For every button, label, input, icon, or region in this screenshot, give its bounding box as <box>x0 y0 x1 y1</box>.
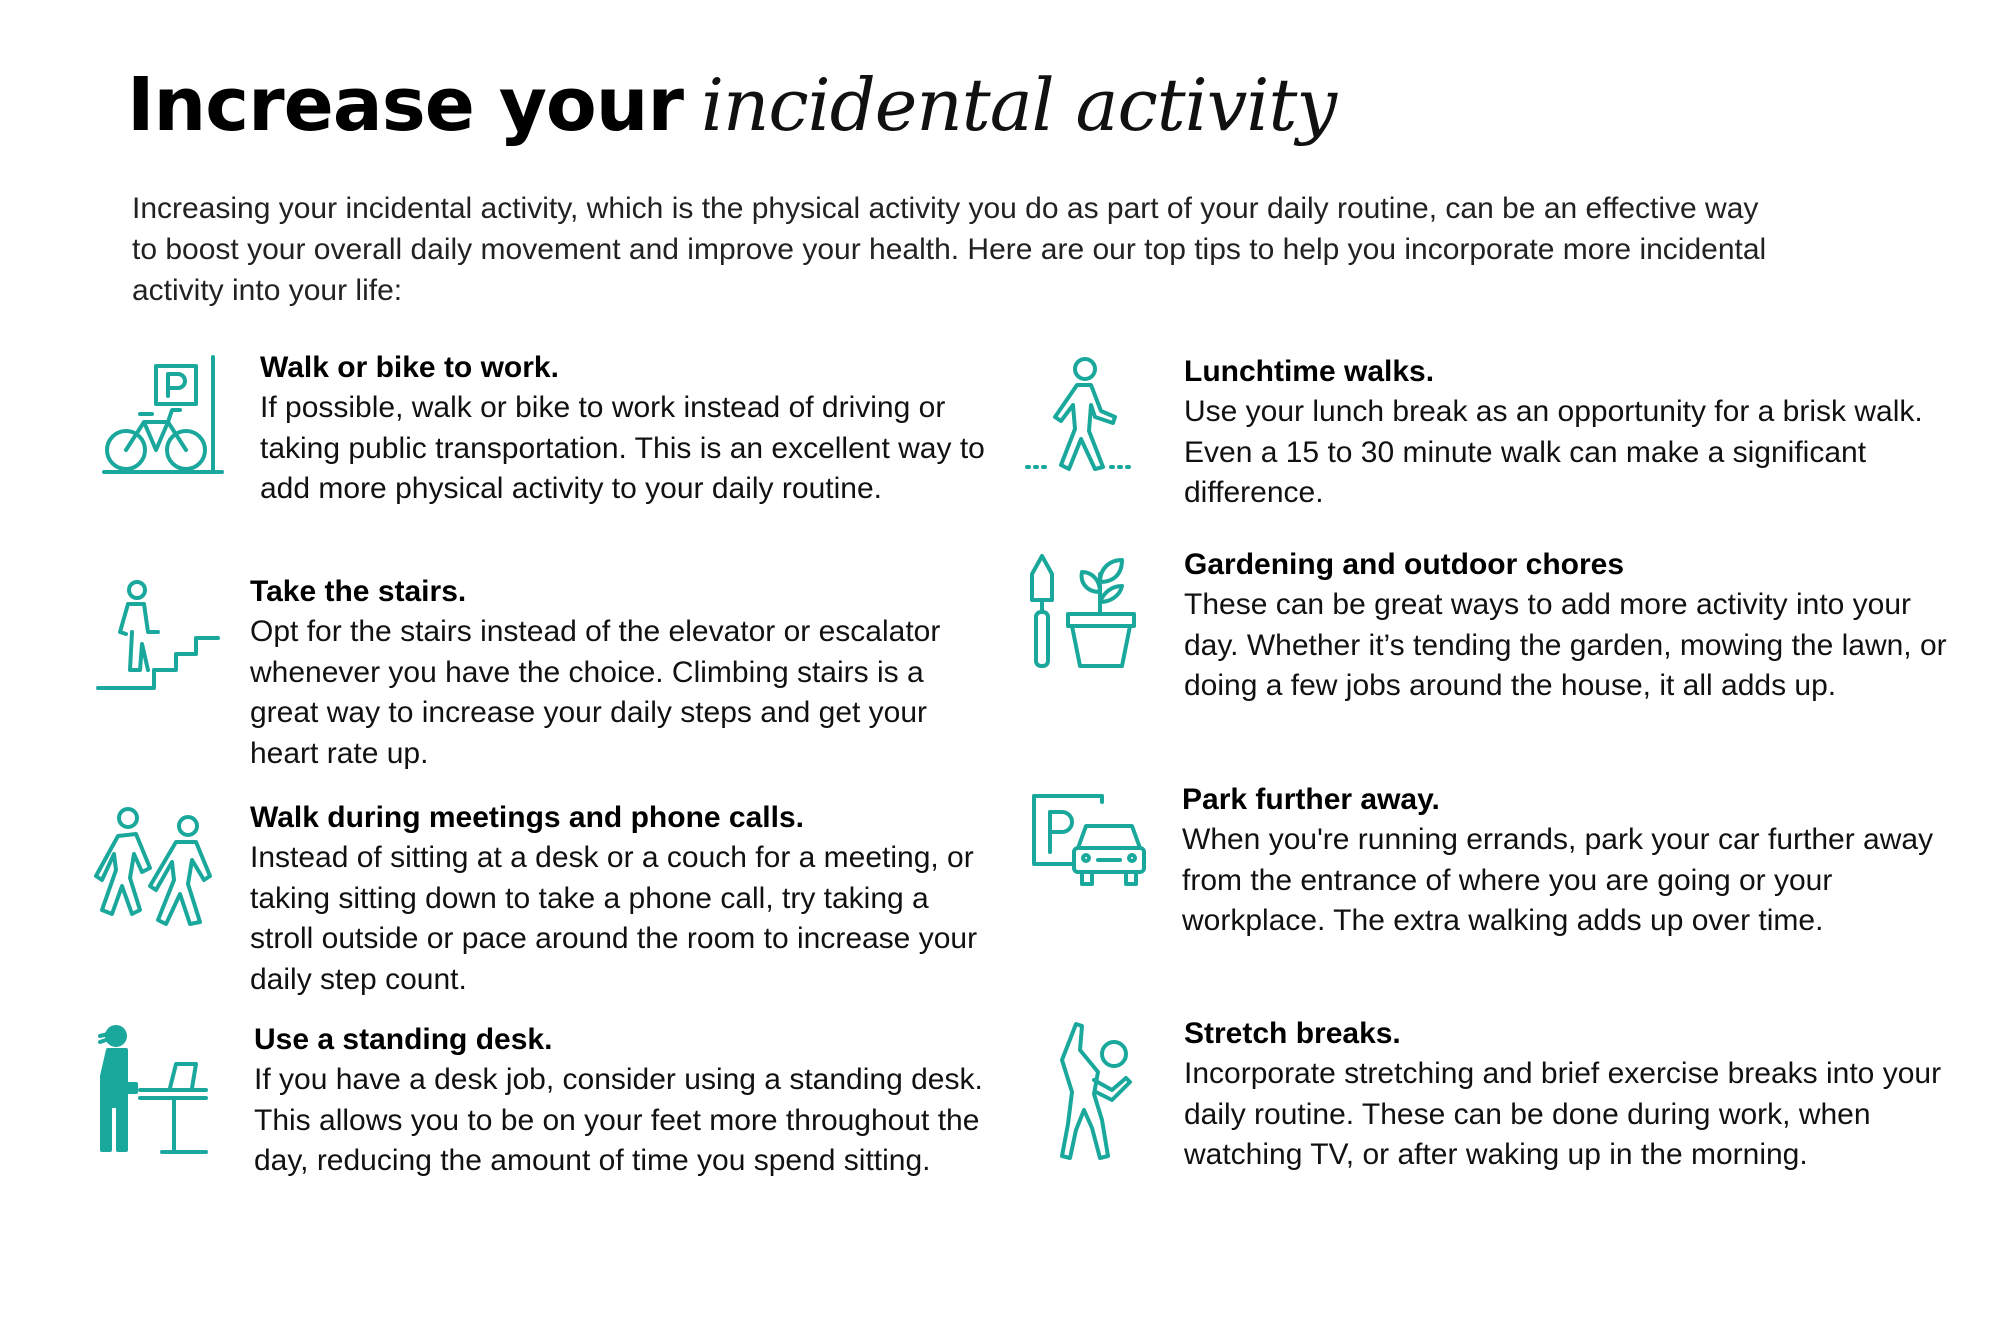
stairs-climber-icon <box>96 578 221 693</box>
title-bold-text: Increase your <box>127 62 683 148</box>
tip-title: Walk during meetings and phone calls. <box>250 801 804 834</box>
tip-walk-or-bike <box>260 348 1000 510</box>
tip-text: When you're running errands, park your car further away from the entrance of where you are going or your workplace. The extra walking adds up over time. <box>1182 823 1934 937</box>
title-script-text: incidental activity <box>700 63 1337 147</box>
tip-title: Gardening and outdoor chores <box>1184 548 1625 581</box>
tip-text: Incorporate stretching and brief exercise breaks into your daily routine. These can be done during work, when watching TV, or after waking up in the morning. <box>1184 1057 1942 1171</box>
tip-title: Lunchtime walks. <box>1184 355 1435 388</box>
tip-title: Take the stairs. <box>250 575 467 608</box>
tip-text: These can be great ways to add more activity into your day. Whether it’s tending the garden, mowing the lawn, or doing a few jobs around the house, it all adds up. <box>1184 588 1947 702</box>
tip-title: Walk or bike to work. <box>260 351 559 384</box>
tip-text: If you have a desk job, consider using a standing desk. This allows you to be on your feet more throughout the day, reducing the amount of time you spend sitting. <box>254 1063 983 1177</box>
garden-pot-trowel-icon <box>1028 552 1136 670</box>
walker-icon <box>1025 355 1137 475</box>
tip-gardening <box>1184 545 1964 707</box>
walking-people-icon <box>92 806 217 931</box>
tip-text: If possible, walk or bike to work instead of driving or taking public transportation. This is an excellent way to add more physical activity to your daily routine. <box>260 391 985 505</box>
tip-title: Use a standing desk. <box>254 1023 553 1056</box>
tip-walk-meetings <box>250 798 1000 1000</box>
tip-standing-desk <box>254 1020 994 1182</box>
stretching-person-icon <box>1050 1020 1134 1160</box>
tip-take-stairs <box>250 572 970 774</box>
tip-text: Instead of sitting at a desk or a couch for a meeting, or taking sitting down to take a phone call, try taking a stroll outside or pace around the room to increase your daily step count. <box>250 841 978 996</box>
tip-text: Opt for the stairs instead of the elevator or escalator whenever you have the choice. Climbing stairs is a great way to increase your daily steps and get your heart rate up. <box>250 615 941 770</box>
standing-desk-icon <box>96 1024 211 1156</box>
page-title <box>127 62 1336 182</box>
bike-parking-icon <box>100 352 225 477</box>
intro-paragraph: Increasing your incidental activity, which is the physical activity you do as part of your daily routine, can be an effective way to boost your overall daily movement and improve your health. Here are our top tips to help you incorporate more incidental activity into your life: <box>132 192 1767 307</box>
tip-text: Use your lunch break as an opportunity for a brisk walk. Even a 15 to 30 minute walk can make a significant difference. <box>1184 395 1923 509</box>
tip-title: Stretch breaks. <box>1184 1017 1401 1050</box>
car-parking-icon <box>1030 792 1146 888</box>
tip-park-further <box>1182 780 1962 942</box>
tip-lunchtime-walks <box>1184 352 1964 514</box>
tip-title: Park further away. <box>1182 783 1440 816</box>
tip-stretch-breaks <box>1184 1014 1964 1176</box>
